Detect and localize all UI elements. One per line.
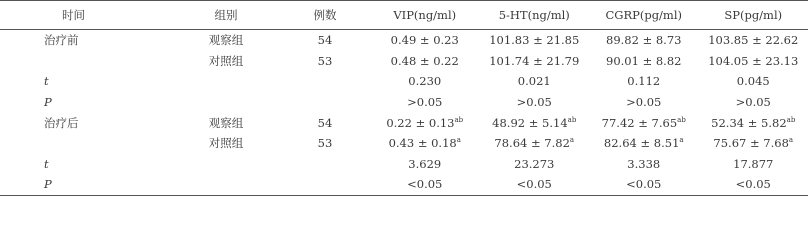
- cell-stat-label: P: [44, 94, 52, 109]
- header-group: 组别: [172, 1, 280, 30]
- value: 3.338: [627, 156, 661, 171]
- cell-5ht: [480, 30, 590, 51]
- cell-5ht: [480, 133, 590, 154]
- cell-cgrp: [589, 133, 699, 154]
- cell-group: 观察组: [208, 33, 244, 48]
- value: 104.05 ± 23.13: [708, 53, 799, 68]
- superscript: ab: [677, 115, 686, 124]
- superscript: ab: [567, 115, 577, 124]
- value: 52.34 ± 5.82: [711, 115, 787, 130]
- cell-cgrp: [589, 112, 699, 133]
- table-row: [0, 30, 808, 51]
- value: 103.85 ± 22.62: [708, 33, 799, 48]
- cell-time: [0, 50, 172, 71]
- cell-group: [172, 174, 280, 195]
- table-row: [0, 92, 808, 113]
- cell-cgrp: [589, 30, 699, 51]
- cell-5ht: [480, 71, 590, 92]
- cell-cgrp: [589, 174, 699, 195]
- value: 0.021: [517, 74, 551, 89]
- cell-cgrp: [589, 71, 699, 92]
- cell-time: 治疗后: [44, 115, 79, 130]
- cell-cgrp: [589, 92, 699, 113]
- value: 0.045: [736, 74, 770, 89]
- cell-cgrp: [589, 154, 699, 175]
- header-time: 时间: [0, 1, 172, 30]
- value: <0.05: [407, 177, 443, 192]
- superscript: ab: [454, 115, 464, 124]
- value: 0.48 ± 0.22: [390, 53, 459, 68]
- value: >0.05: [407, 94, 443, 109]
- table-row: [0, 154, 808, 175]
- value: 0.112: [627, 74, 661, 89]
- value: 0.49 ± 0.23: [390, 33, 459, 48]
- cell-group: 对照组: [208, 53, 244, 68]
- cell-sp: [699, 92, 808, 113]
- value: 82.64 ± 8.51: [603, 136, 680, 151]
- cell-5ht: [480, 112, 590, 133]
- cell-time: [0, 133, 172, 154]
- cell-count: 53: [317, 136, 333, 151]
- superscript: ab: [786, 115, 796, 124]
- header-count: 例数: [280, 1, 370, 30]
- table-header-row: [0, 1, 808, 30]
- value: 89.82 ± 8.73: [606, 33, 682, 48]
- cell-group: 观察组: [208, 115, 244, 130]
- value: <0.05: [516, 177, 552, 192]
- cell-group: [172, 92, 280, 113]
- cell-time: 治疗前: [44, 33, 79, 48]
- header-vip: VIP(ng/ml): [370, 1, 480, 30]
- table-row: [0, 112, 808, 133]
- superscript: a: [569, 136, 575, 145]
- cell-sp: [699, 112, 808, 133]
- cell-cgrp: [589, 50, 699, 71]
- cell-5ht: [480, 174, 590, 195]
- value: 101.74 ± 21.79: [489, 53, 580, 68]
- value: <0.05: [735, 177, 771, 192]
- cell-group: [172, 71, 280, 92]
- cell-5ht: [480, 92, 590, 113]
- value: 75.67 ± 7.68: [713, 136, 789, 151]
- value: 48.92 ± 5.14: [492, 115, 568, 130]
- cell-count: 54: [317, 33, 333, 48]
- cell-vip: [370, 71, 480, 92]
- cell-sp: [699, 154, 808, 175]
- header-5ht: 5-HT(ng/ml): [480, 1, 590, 30]
- value: >0.05: [516, 94, 552, 109]
- value: 78.64 ± 7.82: [494, 136, 570, 151]
- table-row: [0, 133, 808, 154]
- cell-5ht: [480, 154, 590, 175]
- value: 0.230: [408, 74, 442, 89]
- cell-sp: [699, 133, 808, 154]
- cell-sp: [699, 50, 808, 71]
- value: 23.273: [514, 156, 555, 171]
- cell-vip: [370, 92, 480, 113]
- cell-count: 54: [317, 115, 333, 130]
- cell-sp: [699, 71, 808, 92]
- value: <0.05: [626, 177, 662, 192]
- header-sp: SP(pg/ml): [699, 1, 808, 30]
- cell-5ht: [480, 50, 590, 71]
- superscript: a: [456, 136, 461, 145]
- cell-stat-label: P: [0, 174, 172, 195]
- cell-count: 53: [317, 53, 333, 68]
- table-row: [0, 174, 808, 195]
- cell-count: [280, 174, 370, 195]
- value: 3.629: [408, 156, 442, 171]
- cell-vip: [370, 112, 480, 133]
- value: >0.05: [735, 94, 771, 109]
- cell-stat-label: t: [44, 74, 49, 89]
- cell-count: [280, 71, 370, 92]
- cell-vip: [370, 133, 480, 154]
- value: 17.877: [733, 156, 774, 171]
- header-cgrp: CGRP(pg/ml): [589, 1, 699, 30]
- cell-vip: [370, 174, 480, 195]
- cell-sp: [699, 30, 808, 51]
- superscript: a: [788, 136, 794, 145]
- value: 77.42 ± 7.65: [601, 115, 678, 130]
- table-row: [0, 71, 808, 92]
- table-row: [0, 50, 808, 71]
- cell-vip: [370, 50, 480, 71]
- cell-count: [280, 92, 370, 113]
- value: 101.83 ± 21.85: [489, 33, 580, 48]
- value: 90.01 ± 8.82: [606, 53, 682, 68]
- cell-vip: [370, 30, 480, 51]
- value: >0.05: [626, 94, 662, 109]
- cell-count: [280, 154, 370, 175]
- cell-stat-label: t: [44, 156, 49, 171]
- superscript: a: [679, 136, 684, 145]
- cell-group: [172, 154, 280, 175]
- value: 0.22 ± 0.13: [386, 115, 455, 130]
- cell-sp: [699, 174, 808, 195]
- value: 0.43 ± 0.18: [388, 136, 457, 151]
- cell-group: 对照组: [208, 136, 244, 151]
- cell-vip: [370, 154, 480, 175]
